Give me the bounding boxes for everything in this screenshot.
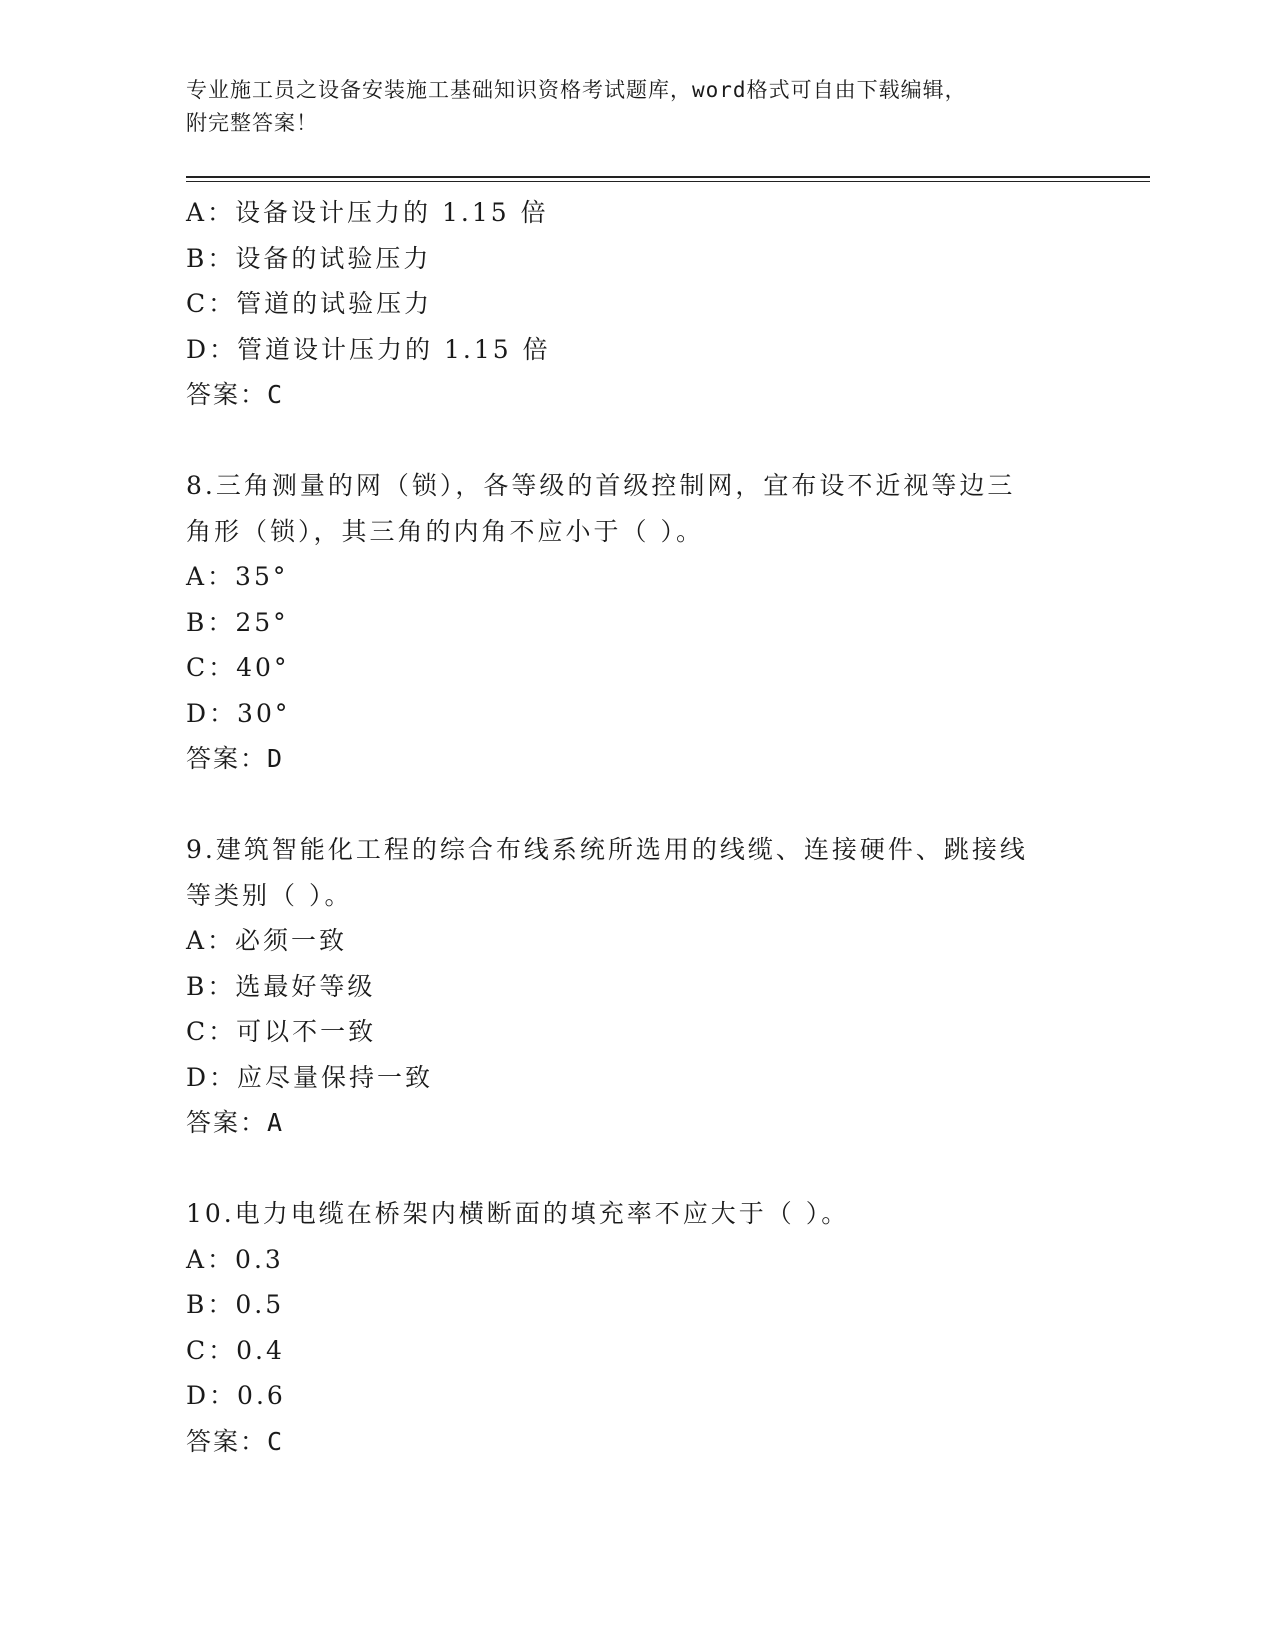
question-stem-line-2: 等类别（ ）。	[186, 880, 353, 910]
question-7	[186, 190, 1086, 418]
question-list	[186, 190, 1086, 1464]
header-line-2: 附完整答案！	[186, 111, 318, 135]
option-c: C：0.4	[186, 1335, 285, 1365]
option-b: B：选最好等级	[186, 971, 376, 1001]
question-8	[186, 463, 1086, 782]
spacer	[186, 782, 1086, 828]
question-10	[186, 1191, 1086, 1464]
question-stem-line-1: 10.电力电缆在桥架内横断面的填充率不应大于（ ）。	[186, 1199, 850, 1228]
option-b: B：设备的试验压力	[186, 243, 432, 273]
document-header	[186, 74, 1066, 140]
option-c: C：40°	[186, 653, 290, 682]
option-a: A：35°	[186, 562, 289, 591]
header-rule-thick	[186, 176, 1150, 178]
question-stem-line-1: 8.三角测量的网（锁），各等级的首级控制网，宜布设不近视等边三	[186, 471, 1016, 500]
answer-line: 答案：A	[186, 1108, 285, 1137]
option-b: B：25°	[186, 607, 289, 637]
option-a: A：0.3	[186, 1244, 284, 1274]
option-c: C：可以不一致	[186, 1017, 377, 1046]
header-line-1: 专业施工员之设备安装施工基础知识资格考试题库，word格式可自由下载编辑，	[186, 78, 967, 102]
question-9	[186, 827, 1086, 1146]
header-rule-thin	[186, 181, 1150, 182]
spacer	[186, 1146, 1086, 1192]
question-stem-line-2: 角形（锁），其三角的内角不应小于（ ）。	[186, 516, 704, 546]
option-a: A：设备设计压力的 1.15 倍	[186, 198, 549, 227]
answer-line: 答案：D	[186, 744, 285, 773]
option-b: B：0.5	[186, 1290, 285, 1319]
option-d: D：0.6	[186, 1381, 286, 1410]
option-c: C：管道的试验压力	[186, 289, 433, 318]
option-d: D：管道设计压力的 1.15 倍	[186, 334, 551, 364]
option-d: D：应尽量保持一致	[186, 1062, 434, 1092]
question-stem-line-1: 9.建筑智能化工程的综合布线系统所选用的线缆、连接硬件、跳接线	[186, 835, 1028, 864]
option-a: A：必须一致	[186, 926, 348, 955]
option-d: D：30°	[186, 698, 291, 728]
spacer	[186, 418, 1086, 464]
answer-line: 答案：C	[186, 1426, 285, 1456]
answer-line: 答案：C	[186, 380, 285, 409]
